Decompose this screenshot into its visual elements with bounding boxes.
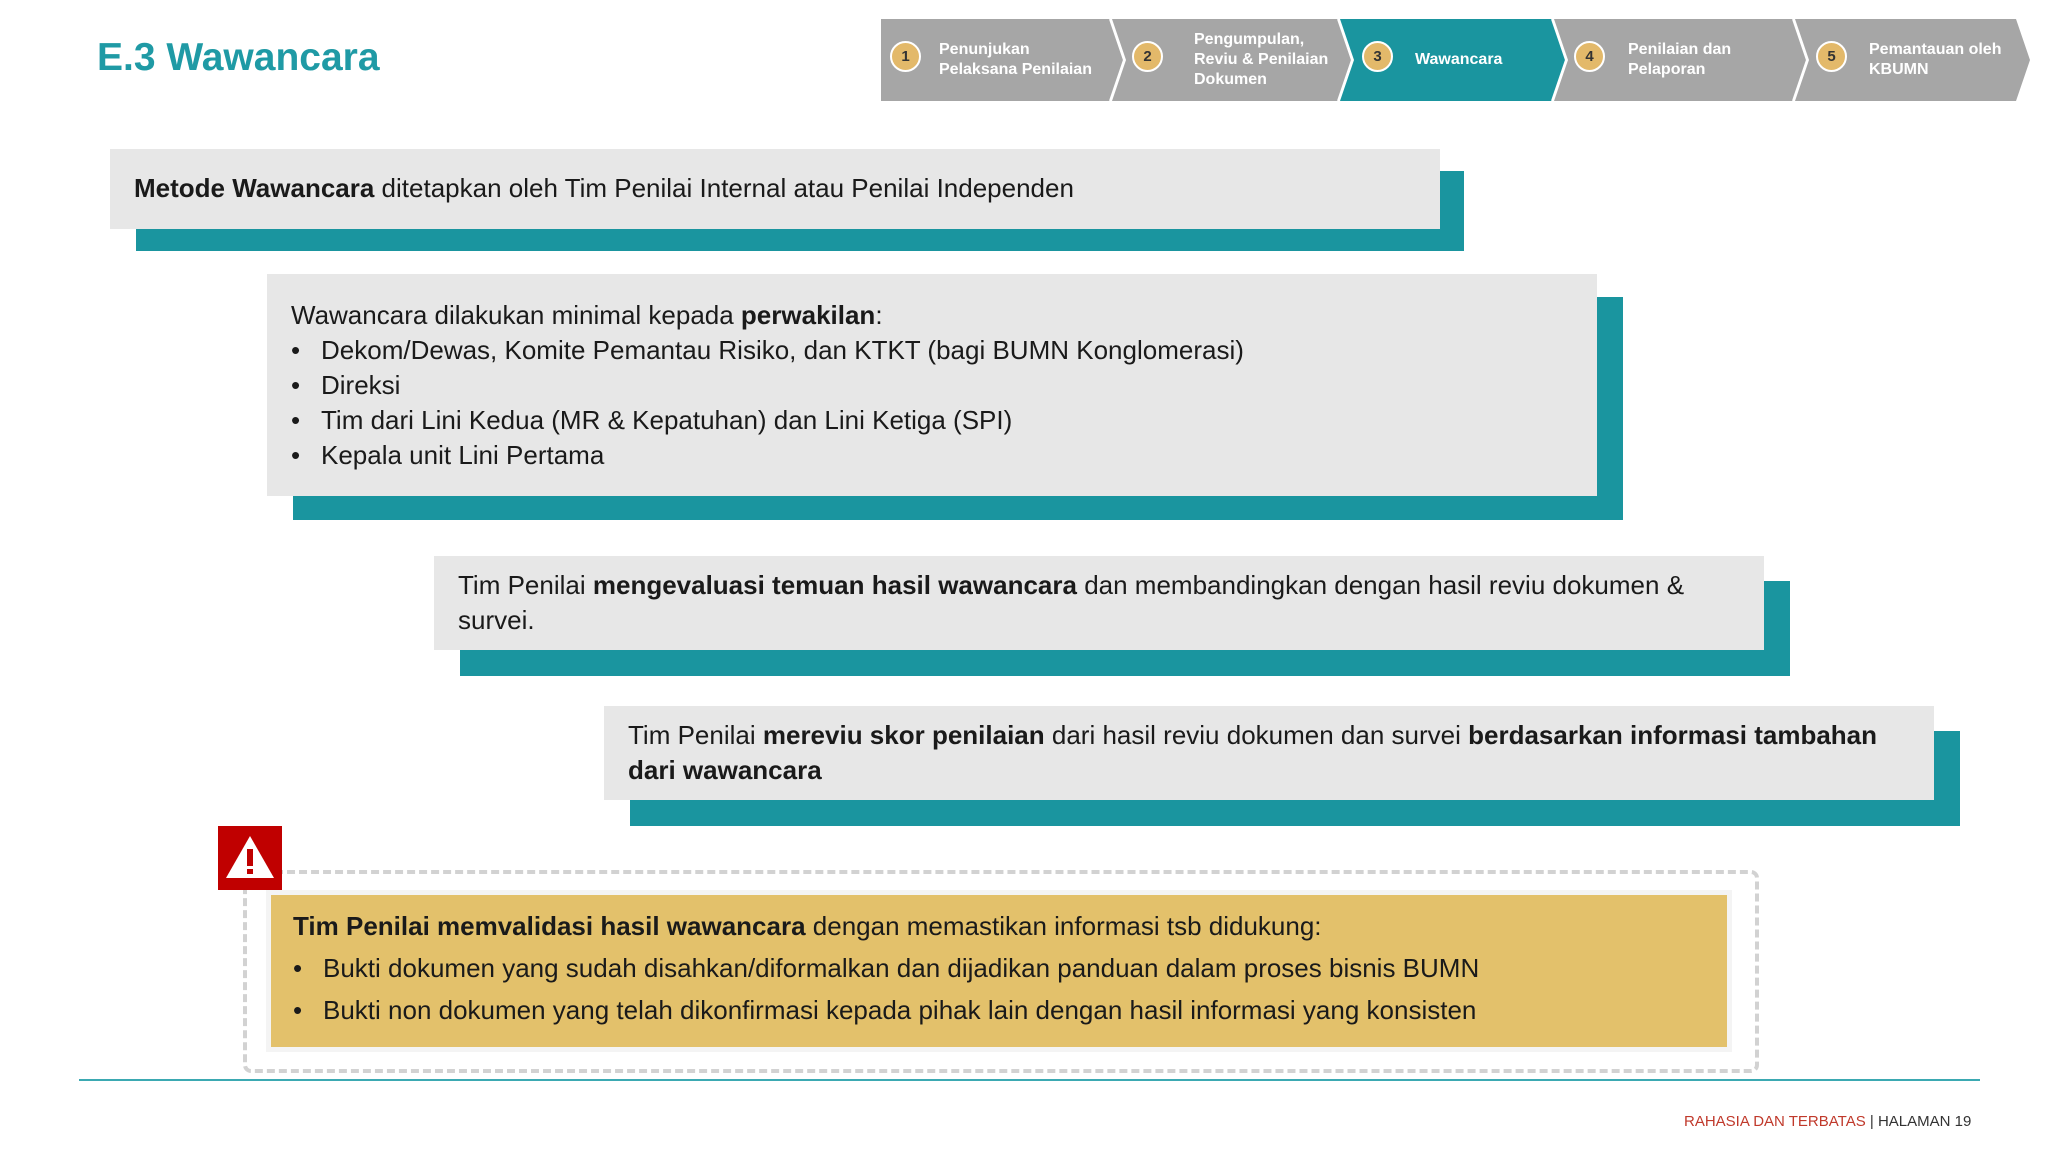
box-1-text: ditetapkan oleh Tim Penilai Internal atau Penilai Independen [374,173,1074,203]
footer-divider [79,1079,1980,1081]
list-item: • Kepala unit Lini Pertama [291,438,1573,473]
box-4-bold-1: mereviu skor penilaian [762,720,1045,750]
box-1-bold: Metode Wawancara [134,173,375,203]
list-item: • Bukti non dokumen yang telah dikonfirmasi kepada pihak lain dengan hasil informasi yang konsisten [293,989,1705,1031]
page-title: E.3 Wawancara [97,36,380,79]
box-3: Tim Penilai mengevaluasi temuan hasil wawancara dan membandingkan dengan hasil reviu dokumen & survei. [434,556,1764,650]
footer-page-label: HALAMAN 19 [1877,1113,1972,1130]
step-3-number: 3 [1362,41,1393,72]
box-4: Tim Penilai mereviu skor penilaian dari hasil reviu dokumen dan survei berdasarkan informasi tambahan dari wawancara [604,706,1934,800]
list-item: • Dekom/Dewas, Komite Pemantau Risiko, dan KTKT (bagi BUMN Konglomerasi) [291,333,1573,368]
step-2-label: Pengumpulan, Reviu & Penilaian Dokumen [1194,31,1329,88]
box-1 [110,149,1440,229]
box-2-list [291,333,1573,473]
step-1-number: 1 [890,41,921,72]
footer [1684,1113,1971,1130]
warning-icon [218,826,282,890]
box-3-bold: mengevaluasi temuan hasil wawancara [592,570,1077,600]
list-item: • Tim dari Lini Kedua (MR & Kepatuhan) dan Lini Ketiga (SPI) [291,403,1573,438]
warning-list [293,947,1705,1031]
list-item: • Bukti dokumen yang sudah disahkan/diformalkan dan dijadikan panduan dalam proses bisnis BUMN [293,947,1705,989]
warning-intro: Tim Penilai memvalidasi hasil wawancara dengan memastikan informasi tsb didukung: [293,911,1322,941]
step-2-number: 2 [1132,41,1163,72]
step-5-label: Pemantauan oleh KBUMN [1869,41,2002,78]
box-4-bold-2: berdasarkan informasi tambahan dari wawancara [628,720,1878,785]
step-3-label: Wawancara [1415,51,1503,68]
step-4-number: 4 [1574,41,1605,72]
footer-classification: RAHASIA DAN TERBATAS [1684,1113,1866,1130]
step-1-label: Penunjukan Pelaksana Penilaian [939,41,1092,78]
list-item: • Direksi [291,368,1573,403]
warning-box [266,890,1732,1052]
process-steps [0,0,2048,110]
box-2 [267,274,1597,496]
step-4-label: Penilaian dan Pelaporan [1628,41,1732,78]
step-5-number: 5 [1816,41,1847,72]
footer-separator: | [1869,1113,1874,1130]
box-2-intro: Wawancara dilakukan minimal kepada perwakilan: [291,300,883,330]
